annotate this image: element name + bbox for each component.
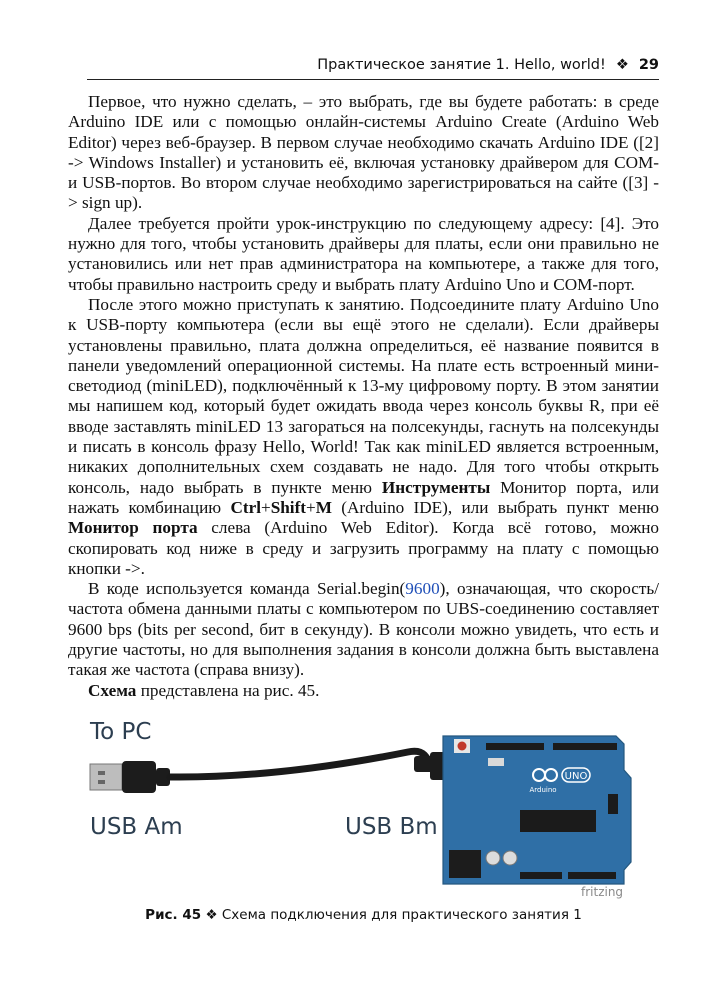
header-pins-top-left: [486, 743, 544, 750]
board-name: Arduino: [529, 786, 557, 794]
p3-text-d: слева (Arduino Web Editor). Когда всё готово, можно скопировать код ниже в среду и загрузить программу на плату с помощью кнопки ->.: [68, 518, 659, 578]
paragraph-4: [68, 579, 659, 680]
capacitor-1: [486, 851, 500, 865]
p4-text-b: ), означающая, что скорость/частота обмена данными платы с компьютером по UBS-соединению составляет 9600 bps (bits per second, бит в секунду). В консоли можно увидеть, что есть и другие частоты, но для выполнения задания в консоли должна быть выставлена такая же частота (справа внизу).: [68, 579, 659, 680]
p3-text-c: (Arduino IDE), или выбрать пункт меню: [331, 497, 659, 517]
baud-number: 9600: [405, 579, 440, 599]
figure-45: [68, 712, 659, 902]
paragraph-3: [68, 295, 659, 579]
board-logo: UNO: [564, 771, 588, 782]
key-shift: Shift: [270, 497, 307, 517]
icsp-header: [608, 794, 618, 814]
menu-port-monitor: Монитор порта: [68, 518, 198, 538]
power-jack: [449, 850, 481, 878]
reset-button: [458, 742, 467, 751]
running-title: Практическое занятие 1. Hello, world!: [317, 57, 606, 73]
arduino-uno-board: [443, 736, 631, 884]
label-to-pc: To PC: [90, 719, 152, 745]
caption-label: Рис. 45: [145, 907, 202, 923]
body-text: [68, 92, 659, 701]
connection-diagram: [68, 712, 659, 902]
key-ctrl: Ctrl: [230, 497, 261, 517]
microcontroller-chip: [520, 810, 596, 832]
capacitor-2: [503, 851, 517, 865]
p3-text-a: После этого можно приступать к занятию. Подсоедините плату Arduino Uno к USB-порту компьютера (если вы ещё этого не сделали). Если драйверы установлены правильно, плата должна определиться, её название появится в панели уведомлений операционной системы. На плате есть встроенный мини-светодиод (miniLED), подключённый к 13-му цифровому порту. В этом занятии мы напишем код, который будет ожидать ввода через консоль буквы R, при её вводе заставлять miniLED 13 загораться на полсекунды, гаснуть на полсекунды и писать в консоль фразу Hello, World! Так как miniLED является встроенным, никаких дополнительных схем создавать не надо. Для того чтобы открыть консоль, надо выбрать в пункте меню: [68, 294, 659, 497]
header-pins-bottom-right: [568, 872, 616, 879]
label-usb-am: USB Am: [90, 814, 183, 840]
plus-1: +: [260, 497, 271, 517]
caption-text: Схема подключения для практического занятия 1: [221, 907, 582, 923]
label-usb-bm: USB Bm: [345, 814, 438, 840]
figure-caption: [68, 907, 659, 923]
header-pins-top-right: [553, 743, 617, 750]
header-separator: ❖: [615, 57, 629, 73]
p4-text-a: В коде используется команда Serial.begin(: [88, 579, 406, 599]
scheme-word: Схема: [88, 680, 137, 700]
paragraph-1: Первое, что нужно сделать, – это выбрать, где вы будете работать: в среде Arduino IDE или с помощью онлайн-системы Arduino Create (Arduino Web Editor) через веб-браузер. В первом случае необходимо скачать Arduino IDE ([2] -> Windows Installer) и установить её, включая установку драйвером для COM- и USB-портов. Во втором случае необходимо зарегистрироваться на сайте ([3] -> sign up).: [68, 92, 659, 213]
usb-cable: [170, 751, 428, 777]
plus-2: +: [306, 497, 316, 517]
caption-separator: ❖: [205, 907, 218, 923]
p3-text-b: Монитор порта, или нажать комбинацию: [68, 477, 659, 517]
paragraph-2: Далее требуется пройти урок-инструкцию по следующему адресу: [4]. Это нужно для того, чтобы установить драйверы для платы, если они правильно не установились или нет прав администратора на компьютере, а также для того, чтобы правильно настроить среду и выбрать плату Arduino Uno и COM-порт.: [68, 213, 659, 294]
key-m: M: [315, 497, 332, 517]
paragraph-5: [68, 681, 659, 701]
fritzing-watermark: fritzing: [581, 885, 624, 899]
header-pins-bottom-left: [520, 872, 562, 879]
usb-a-plug: [90, 761, 170, 793]
running-head: [87, 52, 659, 80]
page-number: 29: [638, 57, 659, 73]
menu-tools: Инструменты: [381, 477, 491, 497]
p5-text: представлена на рис. 45.: [136, 680, 320, 700]
